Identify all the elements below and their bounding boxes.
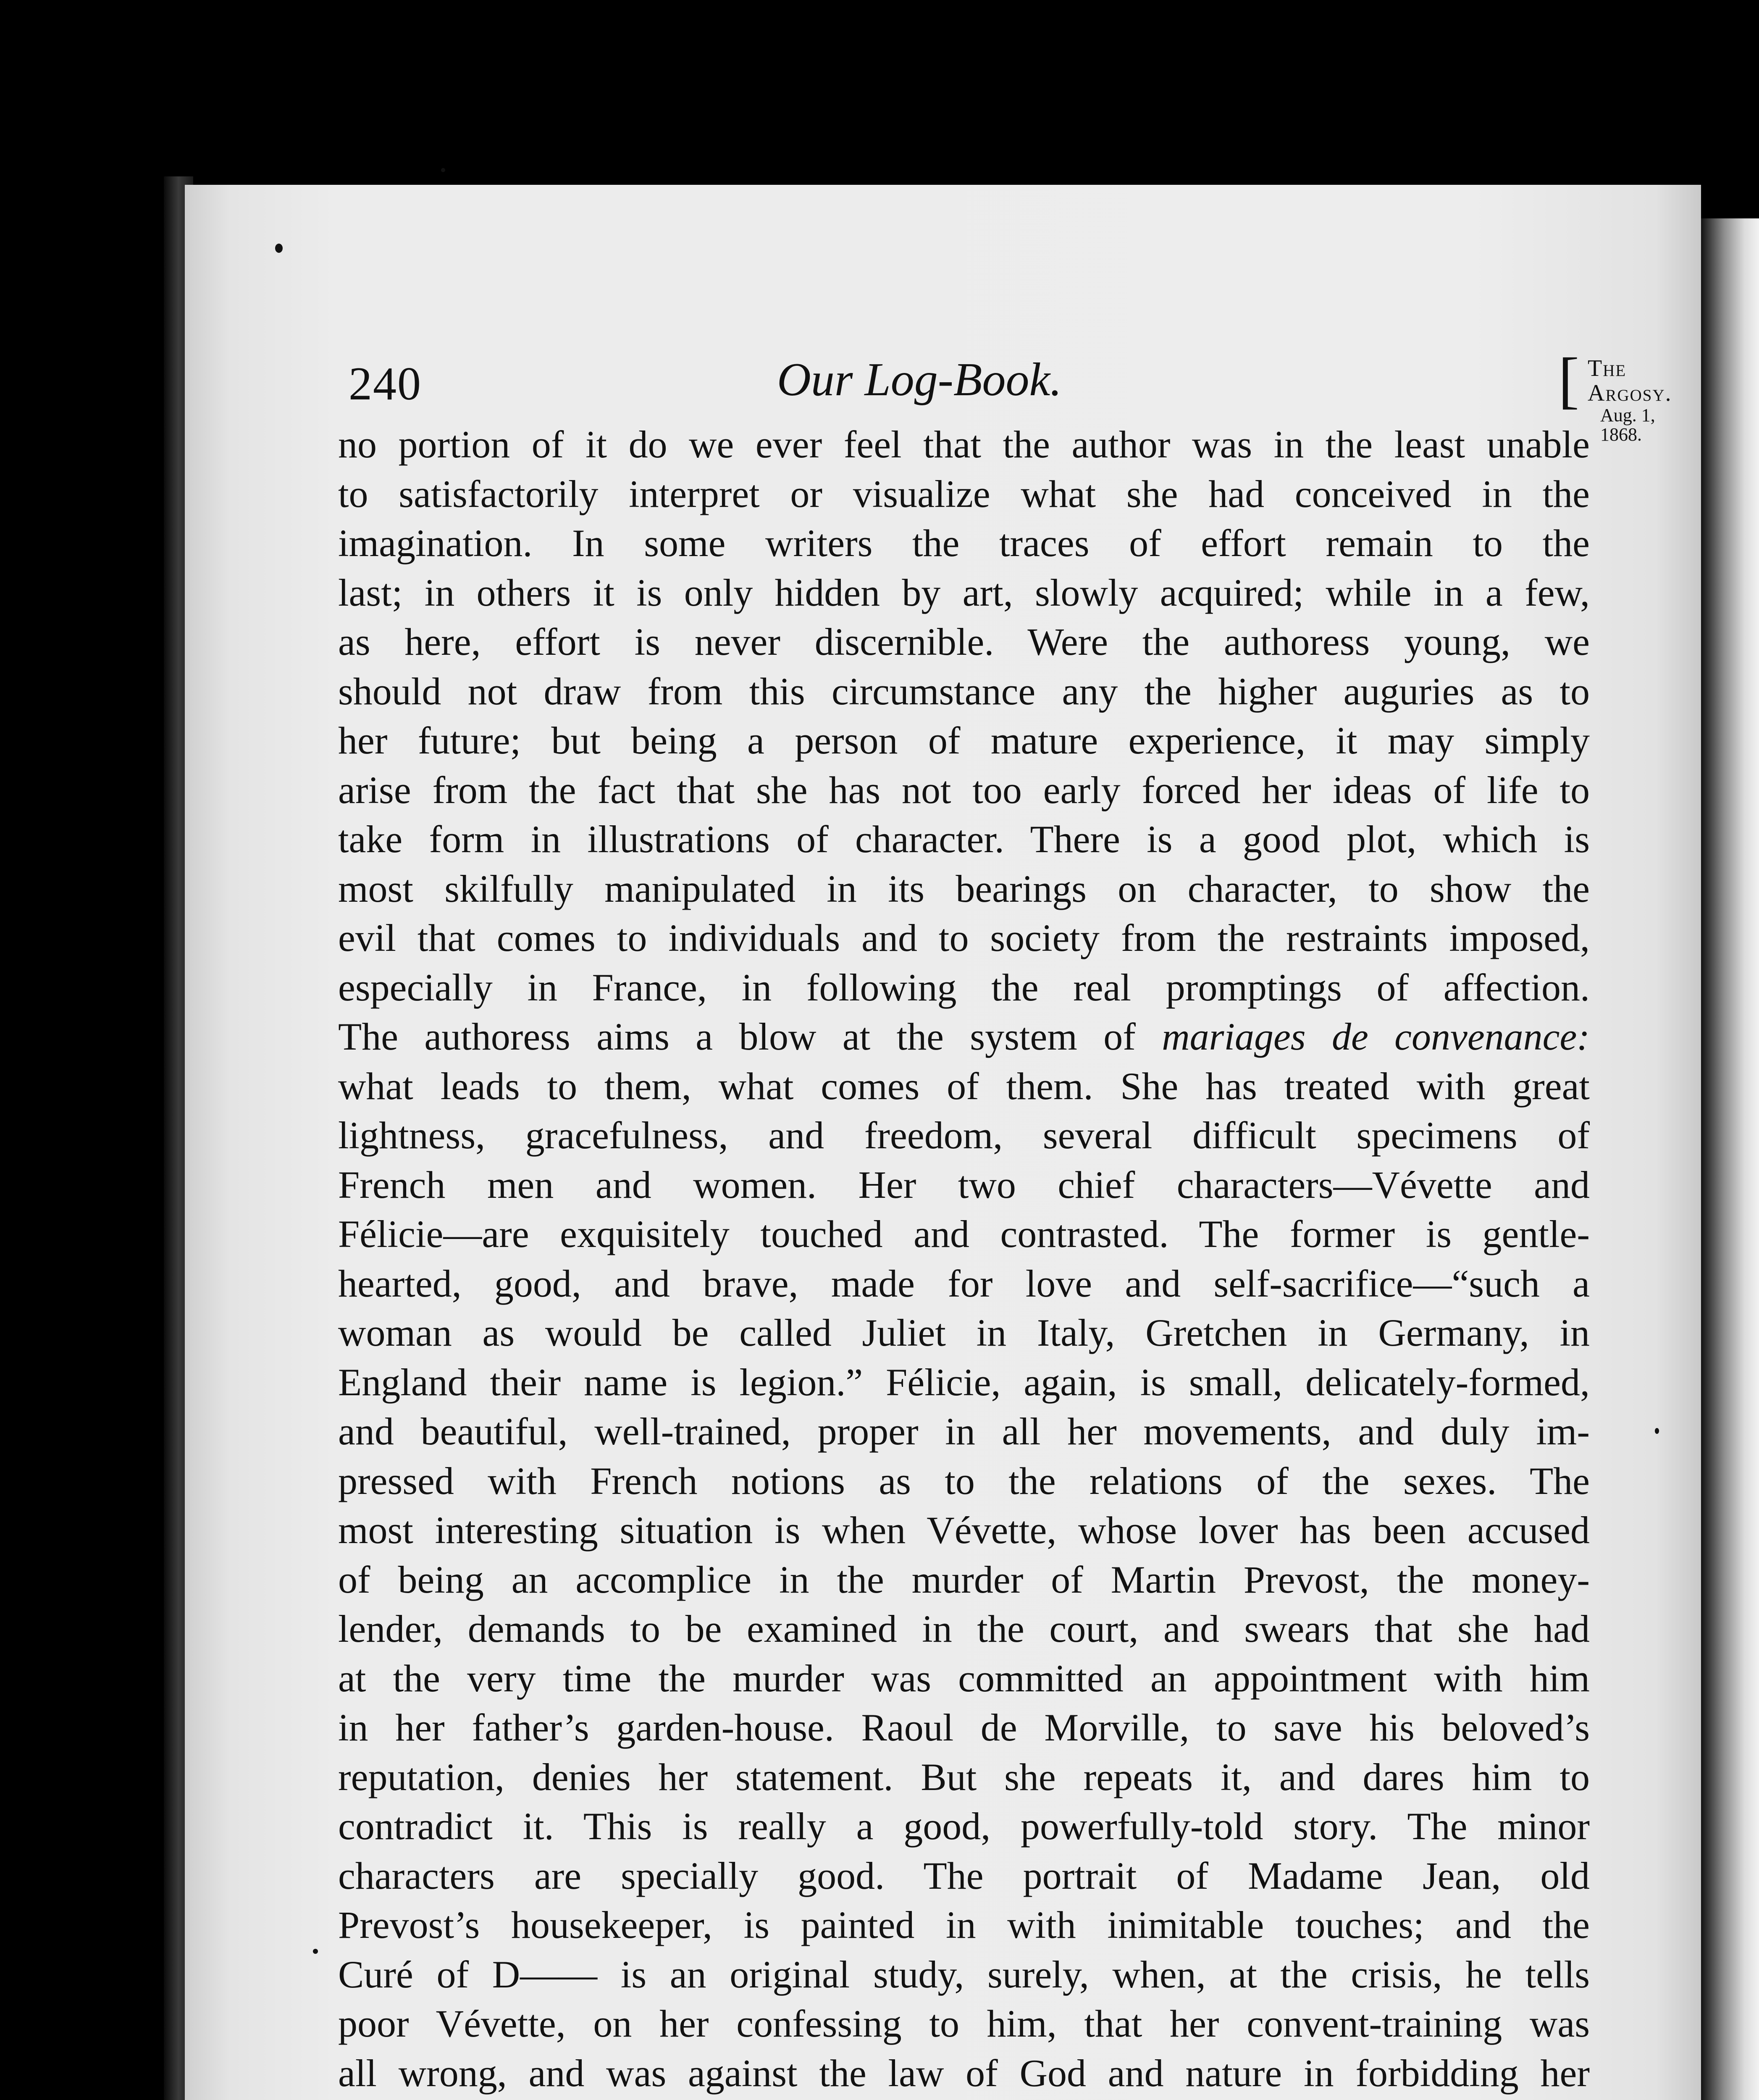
text-line: at the very time the murder was committed an appointment with him — [338, 1656, 1590, 1700]
issue-name: The Argosy. — [1588, 355, 1672, 406]
text-line: French men and women. Her two chief characters—Vévette and — [338, 1163, 1590, 1206]
page-number: 240 — [349, 358, 422, 410]
article-body — [338, 420, 1590, 2100]
ink-speck — [275, 244, 283, 253]
text-line: especially in France, in following the real promptings of affection. — [338, 966, 1590, 1009]
text-line: her future; but being a person of mature experience, it may simply — [338, 719, 1590, 762]
issue-date: Aug. 1, 1868. — [1600, 404, 1655, 445]
ink-speck — [441, 168, 445, 172]
text-line: to satisfactorily interpret or visualize what she had conceived in the — [338, 472, 1590, 515]
text-line: most interesting situation is when Vévette, whose lover has been accused — [338, 1509, 1590, 1551]
text-line: characters are specially good. The portrait of Madame Jean, old — [338, 1854, 1590, 1897]
issue-bracket: [ — [1558, 345, 1579, 415]
text-line: hearted, good, and brave, made for love and self-sacrifice—“such a — [338, 1262, 1590, 1305]
text-line: pressed with French notions as to the relations of the sexes. The — [338, 1459, 1590, 1502]
italic-phrase: mariages de convenance: — [1162, 1015, 1590, 1058]
text-line: Félicie—are exquisitely touched and contrasted. The former is gentle- — [338, 1213, 1590, 1255]
page-edge — [1701, 218, 1759, 2100]
text-line: reputation, denies her statement. But she repeats it, and dares him to — [338, 1755, 1590, 1798]
text-line — [338, 2098, 1590, 2100]
text-line: as here, effort is never discernible. Were the authoress young, we — [338, 620, 1590, 663]
text-line: woman as would be called Juliet in Italy, Gretchen in Germany, in — [338, 1311, 1590, 1354]
text-line: Prevost’s housekeeper, is painted in with inimitable touches; and the — [338, 1903, 1590, 1946]
text-line: imagination. In some writers the traces of effort remain to the — [338, 522, 1590, 564]
text-line: arise from the fact that she has not too early forced her ideas of life to — [338, 768, 1590, 811]
text-line: England their name is legion.” Félicie, again, is small, delicately-formed, — [338, 1360, 1590, 1404]
text-line: lightness, gracefulness, and freedom, several difficult specimens of — [338, 1114, 1590, 1157]
text-line: last; in others it is only hidden by art, slowly acquired; while in a few, — [338, 571, 1590, 614]
text-line: Curé of D—— is an original study, surely, when, at the crisis, he tells — [338, 1953, 1590, 1996]
running-title: Our Log-Book. — [777, 354, 1062, 406]
text-line: contradict it. This is really a good, powerfully-told story. The minor — [338, 1805, 1590, 1848]
text-line: of being an accomplice in the murder of Martin Prevost, the money- — [338, 1558, 1590, 1601]
text-line: should not draw from this circumstance any the higher auguries as to — [338, 669, 1590, 713]
text-line: lender, demands to be examined in the court, and swears that she had — [338, 1607, 1590, 1650]
text-line: The authoress aims a blow at the system of mariages de convenance: — [338, 1015, 1590, 1058]
text-line: take form in illustrations of character. There is a good plot, which is — [338, 818, 1590, 861]
text-line: what leads to them, what comes of them. She has treated with great — [338, 1064, 1590, 1108]
text-line: in her father’s garden-house. Raoul de Morville, to save his beloved’s — [338, 1706, 1590, 1749]
text-line: no portion of it do we ever feel that the author was in the least unable — [338, 423, 1590, 466]
text-line: evil that comes to individuals and to society from the restraints imposed, — [338, 916, 1590, 959]
ink-speck — [313, 1949, 318, 1954]
text-line: poor Vévette, on her confessing to him, that her convent-training was — [338, 2002, 1590, 2045]
text-line: most skilfully manipulated in its bearings on character, to show the — [338, 867, 1590, 910]
ink-speck — [1655, 1428, 1659, 1434]
text-line: all wrong, and was against the law of God and nature in forbidding her — [338, 2051, 1590, 2095]
issue-info — [1588, 356, 1672, 444]
text-line: and beautiful, well-trained, proper in all her movements, and duly im- — [338, 1410, 1590, 1453]
